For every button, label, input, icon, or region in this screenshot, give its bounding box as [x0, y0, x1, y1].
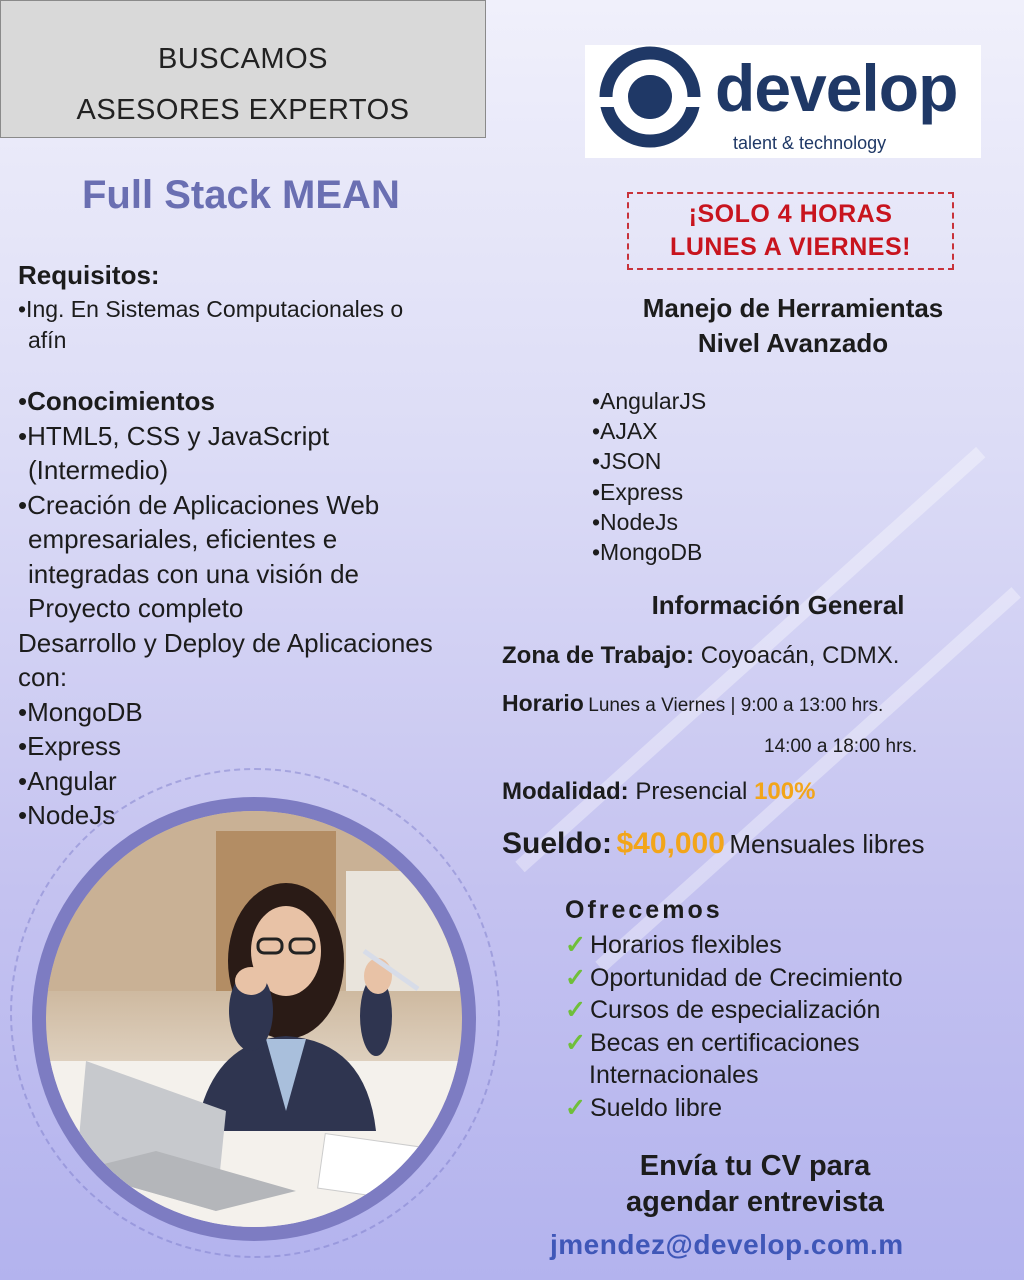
logo-tagline: talent & technology [733, 133, 887, 153]
check-icon: ✓ [565, 963, 586, 992]
check-icon: ✓ [565, 931, 586, 959]
knowledge-line: •HTML5, CSS y JavaScript [18, 420, 330, 451]
knowledge-section [18, 384, 508, 833]
cta-line-1: Envía tu CV para [639, 1150, 871, 1182]
schedule-line-1: Lunes a Viernes | 9:00 a 13:00 hrs. [588, 695, 884, 716]
company-logo [585, 45, 981, 158]
modality-value: Presencial [635, 778, 748, 805]
requirement-line: •Ing. En Sistemas Computacionales o [18, 296, 404, 322]
job-title: Full Stack MEAN [82, 173, 400, 217]
knowledge-heading [18, 384, 508, 419]
offer-item [565, 1092, 903, 1125]
logo-brand-text: develop [715, 51, 958, 125]
schedule-label: Horario [502, 690, 584, 716]
logo-ring-icon [585, 45, 715, 158]
modality [502, 778, 815, 806]
check-icon: ✓ [565, 996, 586, 1024]
cta-text [555, 1148, 955, 1220]
offer-list [565, 929, 903, 1124]
header-line-1: BUSCAMOS [158, 43, 328, 75]
tool-item: •NodeJs [592, 508, 679, 535]
check-icon: ✓ [565, 1028, 586, 1057]
knowledge-line: Desarrollo y Deploy de Aplicaciones [18, 627, 433, 658]
tool-item: •JSON [592, 448, 662, 475]
tool-item: •AngularJS [592, 388, 707, 414]
contact-email-link[interactable]: jmendez@develop.com.m [550, 1229, 904, 1260]
tool-item: •Express [592, 478, 684, 505]
knowledge-line: Proyecto completo [28, 593, 244, 623]
knowledge-line: integradas con una visión de [28, 558, 360, 589]
promo-line-2: LUNES A VIERNES! [670, 233, 911, 261]
knowledge-line: •MongoDB [18, 696, 143, 727]
offer-item-label: Cursos de especialización [589, 996, 881, 1024]
work-zone [502, 642, 899, 670]
modality-percent: 100% [754, 778, 816, 805]
woman-at-laptop-illustration [46, 811, 462, 1227]
tools-heading-line-2: Nivel Avanzado [697, 327, 889, 358]
offer-item-label: Sueldo libre [589, 1093, 722, 1122]
knowledge-line: •Creación de Aplicaciones Web [18, 489, 380, 520]
offer-item-label: Becas en certificaciones [589, 1028, 860, 1057]
knowledge-line: con: [18, 662, 68, 692]
salary-amount: $40,000 [616, 827, 725, 860]
offer-item-label: Horarios flexibles [589, 931, 782, 959]
header-line-2: ASESORES EXPERTOS [76, 94, 410, 126]
check-icon: ✓ [565, 1093, 586, 1122]
offer-item [565, 994, 903, 1027]
promo-badge [627, 192, 954, 270]
offer-item [565, 929, 903, 962]
knowledge-heading-text: Conocimientos [27, 386, 215, 416]
salary-label: Sueldo: [502, 827, 612, 860]
cta-line-2: agendar entrevista [626, 1186, 884, 1218]
photo-scene [46, 811, 462, 1227]
offer-item [565, 1027, 903, 1060]
schedule [502, 690, 883, 717]
requirement-item [18, 294, 403, 355]
offer-item-continuation: Internacionales [589, 1061, 759, 1089]
tools-list [592, 386, 706, 567]
salary [502, 827, 924, 861]
info-heading: Información General [651, 590, 905, 620]
tools-heading [585, 291, 1001, 360]
offer-item-label: Oportunidad de Crecimiento [589, 963, 903, 992]
knowledge-line: •Express [18, 731, 122, 761]
knowledge-line: •Angular [18, 765, 117, 796]
offer-heading: Ofrecemos [565, 896, 723, 924]
candidate-photo [32, 797, 476, 1241]
requirements-heading: Requisitos: [18, 260, 160, 290]
requirement-line: afín [28, 326, 67, 353]
salary-suffix: Mensuales libres [729, 829, 925, 859]
tool-item: •MongoDB [592, 539, 703, 566]
knowledge-line: (Intermedio) [28, 455, 169, 485]
modality-label: Modalidad: [502, 778, 629, 805]
work-zone-label: Zona de Trabajo: [502, 642, 695, 669]
schedule-line-2: 14:00 a 18:00 hrs. [764, 736, 918, 757]
work-zone-value: Coyoacán, CDMX. [700, 642, 900, 669]
tool-item: •AJAX [592, 418, 658, 445]
knowledge-bullet: • [18, 386, 28, 416]
tools-heading-line-1: Manejo de Herramientas [642, 293, 944, 323]
promo-line-1: ¡SOLO 4 HORAS [688, 200, 893, 228]
offer-item [565, 962, 903, 995]
knowledge-line: empresariales, eficientes e [28, 524, 338, 554]
knowledge-line: •NodeJs [18, 800, 116, 830]
header-banner [0, 0, 486, 138]
